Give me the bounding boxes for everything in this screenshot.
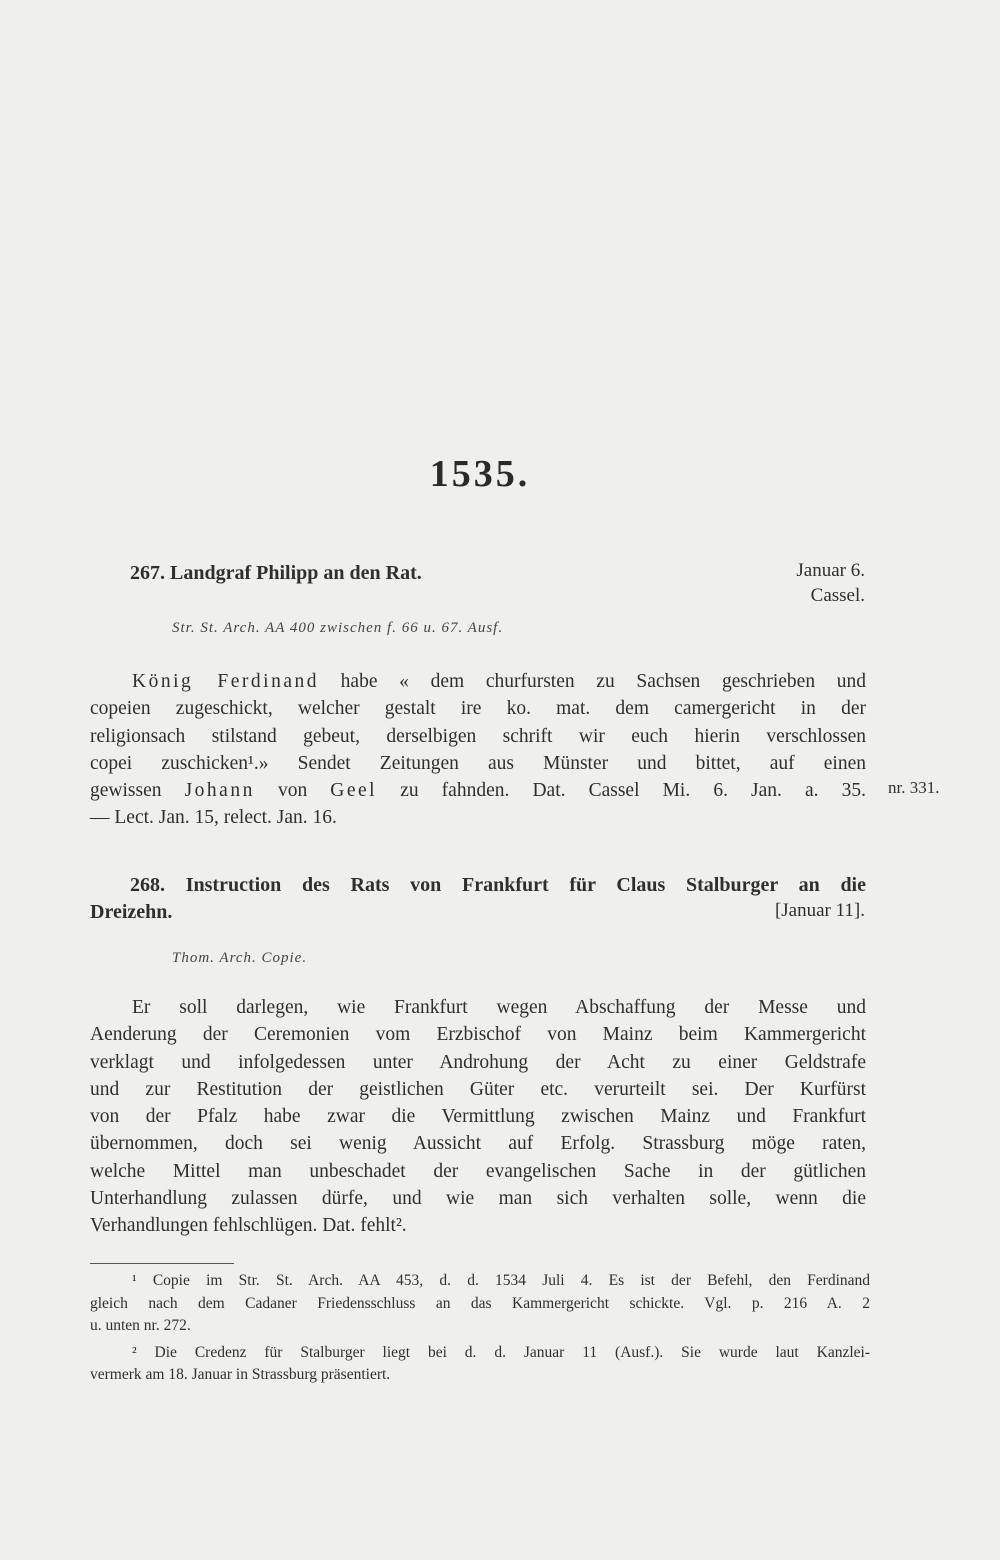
body-line: Er soll darlegen, wie Frankfurt wegen Abschaffung der Messe und [132,997,866,1018]
doc-267-dateline [796,558,865,608]
doc-268-title-line2: Dreizehn. [90,901,173,923]
body-line: Unterhandlung zulassen dürfe, und wie man sich verhalten solle, wenn die [90,1188,866,1210]
footnote-line: vermerk am 18. Januar in Strassburg präsentiert. [90,1366,391,1383]
footnote-divider [90,1263,234,1264]
body-line: copei zuschicken¹.» Sendet Zeitungen aus Münster und bittet, auf einen [90,752,866,774]
footnote-line: ² Die Credenz für Stalburger liegt bei d. d. Januar 11 (Ausf.). Sie wurde laut Kanzlei- [132,1343,870,1361]
footnote-line: u. unten nr. 272. [90,1317,191,1334]
footnotes [90,1270,870,1391]
body-line: von der Pfalz habe zwar die Vermittlung zwischen Mainz und Frankfurt [90,1106,866,1128]
doc-268-source: Thom. Arch. Copie. [172,950,308,966]
body-line: copeien zugeschickt, welcher gestalt ire ko. mat. dem camergericht in der [90,698,866,720]
doc-267-body [90,668,866,832]
footnote-line: ¹ Copie im Str. St. Arch. AA 453, d. d. 1534 Juli 4. Es ist der Befehl, den Ferdinand [132,1272,870,1289]
year-heading: 1535. [429,453,531,495]
footnote-2 [90,1342,870,1387]
body-line: König Ferdinand habe « dem churfursten zu Sachsen geschrieben und [132,671,866,692]
doc-267-title: 267. Landgraf Philipp an den Rat. [130,562,422,584]
body-line: religionsach stilstand gebeut, derselbigen schrift wir euch hierin verschlossen [90,725,866,747]
body-line: und zur Restitution der geistlichen Güter etc. verurteilt sei. Der Kurfürst [90,1078,866,1100]
body-line: — Lect. Jan. 15, relect. Jan. 16. [90,807,337,829]
body-line: welche Mittel man unbeschadet der evangelischen Sache in der gütlichen [90,1160,866,1182]
body-line: übernommen, doch sei wenig Aussicht auf Erfolg. Strassburg möge raten, [90,1133,866,1155]
body-line: Aenderung der Ceremonien vom Erzbischof von Mainz beim Kammergericht [90,1024,866,1046]
doc-268-body [90,994,866,1240]
body-line: gewissen Johann von Geel zu fahnden. Dat. Cassel Mi. 6. Jan. a. 35. [90,780,866,802]
doc-267-source: Str. St. Arch. AA 400 zwischen f. 66 u. 67. Ausf. [172,620,504,636]
footnote-line: gleich nach dem Cadaner Friedensschluss an das Kammergericht schickte. Vgl. p. 216 A. 2 [90,1294,870,1312]
margin-reference: nr. 331. [888,778,940,797]
doc-268-title-line1: 268. Instruction des Rats von Frankfurt für Claus Stalburger an die [130,874,866,896]
doc-267-date: Januar 6. [796,560,865,581]
doc-268-date: [Januar 11]. [774,900,865,921]
body-line: verklagt und infolgedessen unter Androhung der Acht zu einer Geldstrafe [90,1051,866,1073]
doc-267-place: Cassel. [810,585,865,606]
footnote-1 [90,1270,870,1338]
body-line: Verhandlungen fehlschlügen. Dat. fehlt². [90,1215,407,1237]
